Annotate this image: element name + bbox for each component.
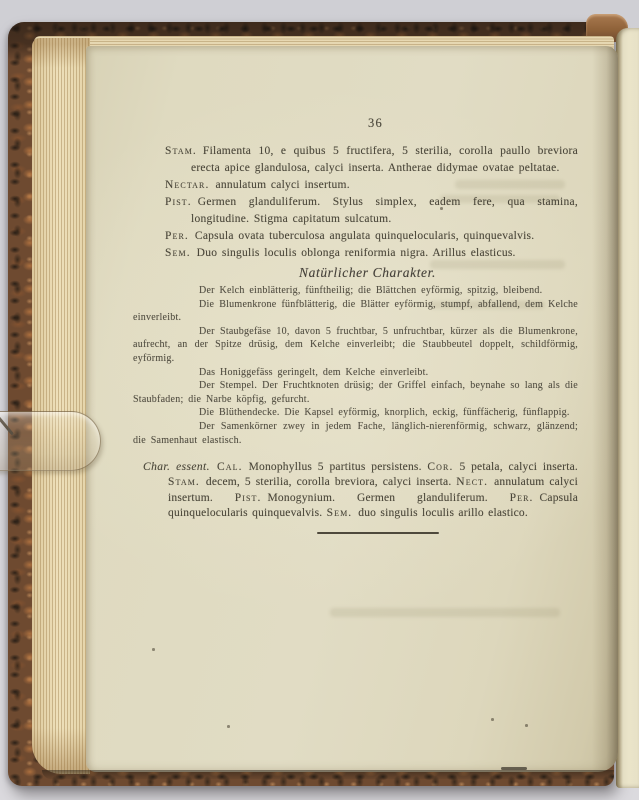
taxon-label: Cal. [216,461,243,474]
page-number: 36 [368,116,383,130]
taxon-label: Per. [165,230,189,242]
german-paragraph: Der Kelch einblätterig, fünftheilig; die Blättchen eyförmig, spitzig, bleibend. [199,285,543,296]
german-paragraph: Die Blumenkrone fünfblätterig, die Blätter eyförmig, stumpf, abfallend, dem Kelche einverleibt. [133,298,578,324]
latin-entry: Nectar. annulatum calyci insertum. [165,179,350,191]
german-paragraph: Der Staubgefäse 10, davon 5 fruchtbar, 5 unfruchtbar, kürzer als die Blumenkrone, aufrecht, an der Spitze drüsig, dem Kelche einverleibt; die Staubbeutel doppelt, schildförmig, eyförmig. [133,325,578,364]
german-paragraph: Der Stempel. Der Fruchtknoten drüsig; der Griffel einfach, beynahe so lang als die Staubfaden; die Narbe köpfig, gefurcht. [133,380,578,405]
taxon-label: Nect. [456,476,489,489]
taxon-label: Stam. [165,145,197,157]
facing-page-edge [616,28,639,788]
page-bottom-shadow [42,770,614,779]
german-paragraph: Die Blüthendecke. Die Kapsel eyförmig, knorplich, eckig, fünffächerig, fünflappig. [199,407,570,419]
latin-entry: Pist. Germen glanduliferum. Stylus simplex, eadem fere, qua stamina, longitudine. Stigma capitatum sulcatum. [165,196,578,225]
page-edges-left [32,38,90,774]
section-divider-rule [317,532,439,534]
taxon-label: Stam. [168,476,200,489]
foxing-speck [525,724,528,727]
taxon-label: Sem. [326,506,353,519]
german-description-block [133,284,578,447]
gutter-shadow [592,46,618,772]
bleedthrough-smudge [330,608,560,617]
char-essent-paragraph: Char. essent. Cal. Monophyllus 5 partitus persistens. Cor. 5 petala, calyci inserta. Stam. decem, 5 sterilia, corolla breviora, calyci inserta. Nect. annulatum calyci insertum. Pist. Monogynium. Germen glanduliferum. Per. Capsula quinquelocularis quinquevalvis. Sem. duo singulis loculis arillo elastico. [143,461,578,519]
page-holder-clip [0,411,101,471]
foxing-speck [152,648,155,651]
taxon-label: Pist. [234,491,262,504]
foxing-speck [227,725,230,728]
latin-entry: Sem. Duo singulis loculis oblonga reniformia nigra. Arillus elasticus. [165,247,516,259]
taxon-label: Sem. [165,247,191,259]
taxon-label: Cor. [427,461,454,474]
book-page [86,46,618,772]
latin-entry: Per. Capsula ovata tuberculosa angulata quinquelocularis, quinquevalvis. [165,230,535,242]
page-content [133,116,578,534]
latin-entry: Stam. Filamenta 10, e quibus 5 fructifera, 5 sterilia, corolla paullo breviora erecta apice glandulosa, calyci inserta. Antherae didymae ovatae peltatae. [165,145,578,174]
taxon-label: Nectar. [165,179,210,191]
char-essent-label: Char. essent. [143,461,210,474]
foxing-speck [491,718,494,721]
latin-description-block [143,143,578,262]
german-paragraph: Das Honiggefäss geringelt, dem Kelche einverleibt. [199,366,429,378]
taxon-label: Pist. [165,196,192,208]
section-heading: Natürlicher Charakter. [299,265,436,280]
german-paragraph: Der Samenkörner zwey in jedem Fache, länglich-nierenförmig, schwarz, glänzend; die Samenhaut elastisch. [133,420,578,446]
taxon-label: Per. [509,491,534,504]
